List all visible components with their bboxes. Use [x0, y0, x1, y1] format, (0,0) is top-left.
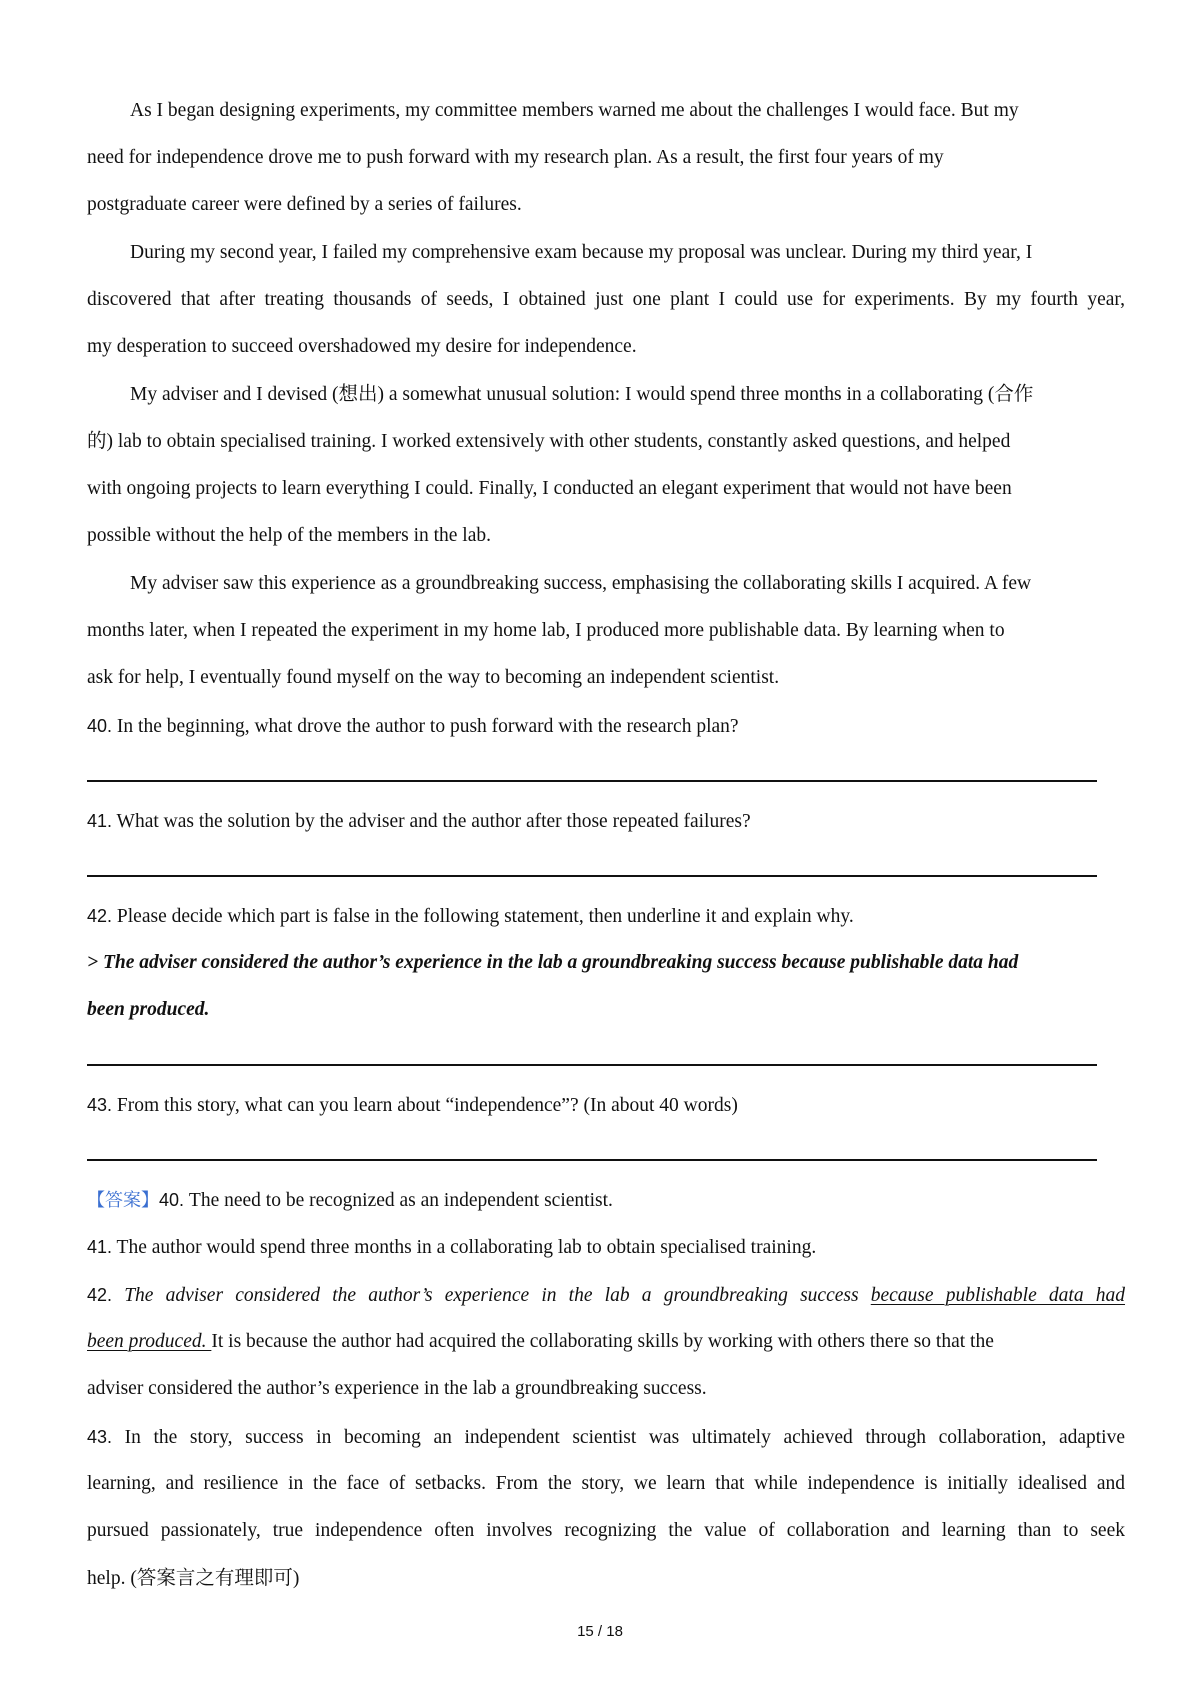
passage-p1-line1: As I began designing experiments, my committee members warned me about the challenges I would face. But my [130, 100, 1019, 121]
answer-number: 40. [159, 1190, 185, 1210]
question-41 [87, 809, 751, 833]
passage-p4-line3: ask for help, I eventually found myself on the way to becoming an independent scientist. [87, 667, 780, 688]
answer-43-line1 [87, 1425, 1125, 1449]
answer-42-explanation: It is because the author had acquired the collaborating skills by working with others there so that the [211, 1331, 994, 1352]
question-number: 43. [87, 1095, 113, 1115]
page-number: 15 / 18 [577, 1623, 623, 1640]
question-number: 41. [87, 811, 113, 831]
question-number: 42. [87, 906, 113, 926]
answer-number: 41. [87, 1237, 113, 1257]
answer-text: The author would spend three months in a collaborating lab to obtain specialised training. [112, 1237, 817, 1258]
answer-42-line1 [87, 1283, 1125, 1307]
passage-p4-line1: My adviser saw this experience as a groundbreaking success, emphasising the collaborating skills I acquired. A few [130, 573, 1032, 594]
passage-p1-line3: postgraduate career were defined by a series of failures. [87, 194, 522, 215]
answer-blank-43[interactable] [87, 1159, 1097, 1161]
question-40 [87, 714, 739, 738]
passage-p2-line2: discovered that after treating thousands of seeds, I obtained just one plant I could use for experiments. By my fourth year, [87, 289, 1125, 310]
question-text: From this story, what can you learn about “independence”? (In about 40 words) [112, 1095, 738, 1116]
passage-p2-line3: my desperation to succeed overshadowed my desire for independence. [87, 336, 637, 357]
question-text: Please decide which part is false in the following statement, then underline it and explain why. [112, 906, 854, 927]
passage-p3-line4: possible without the help of the members in the lab. [87, 525, 492, 546]
answer-blank-42[interactable] [87, 1064, 1097, 1066]
passage-p3-line3: with ongoing projects to learn everything I could. Finally, I conducted an elegant experiment that would not have been [87, 478, 1012, 499]
answer-blank-41[interactable] [87, 875, 1097, 877]
answer-42-line2 [87, 1330, 1125, 1354]
answer-blank-40[interactable] [87, 780, 1097, 782]
answer-number: 43. [87, 1427, 113, 1447]
question-42-statement-line1: > The adviser considered the author’s experience in the lab a groundbreaking success because publishable data had [87, 952, 1019, 973]
passage-p3-line2: 的) lab to obtain specialised training. I worked extensively with other students, constantly asked questions, and helped [87, 431, 1011, 452]
passage-p2-line1: During my second year, I failed my comprehensive exam because my proposal was unclear. During my third year, I [130, 242, 1033, 263]
passage-p4-line2: months later, when I repeated the experiment in my home lab, I produced more publishable data. By learning when to [87, 620, 1005, 641]
question-text: What was the solution by the adviser and the author after those repeated failures? [112, 811, 751, 832]
question-42-statement-line2: been produced. [87, 999, 210, 1020]
answer-42-underlined-part: been produced. [87, 1331, 212, 1352]
answer-tag: 【答案】 [87, 1190, 159, 1211]
answer-43-line2: learning, and resilience in the face of setbacks. From the story, we learn that while independence is initially idealised and [87, 1473, 1125, 1494]
answer-43-line4: help. (答案言之有理即可) [87, 1568, 300, 1589]
answer-43-line3: pursued passionately, true independence often involves recognizing the value of collaboration and learning than to seek [87, 1520, 1125, 1541]
answer-42-line3: adviser considered the author’s experience in the lab a groundbreaking success. [87, 1378, 707, 1399]
question-42 [87, 904, 854, 928]
answer-42-underlined-part: because publishable data had [870, 1285, 1126, 1306]
question-text: In the beginning, what drove the author to push forward with the research plan? [112, 716, 739, 737]
answer-41 [87, 1235, 816, 1259]
question-number: 40. [87, 716, 113, 736]
answer-40 [87, 1188, 613, 1212]
passage-p1-line2: need for independence drove me to push forward with my research plan. As a result, the first four years of my [87, 147, 944, 168]
answer-text: The need to be recognized as an independent scientist. [184, 1190, 613, 1211]
answer-42-italic-statement: The adviser considered the author’s experience in the lab a groundbreaking success [112, 1285, 871, 1306]
passage-p3-line1: My adviser and I devised (想出) a somewhat unusual solution: I would spend three months in a collaborating (合作 [130, 384, 1034, 405]
answer-number: 42. [87, 1285, 113, 1305]
answer-text: In the story, success in becoming an independent scientist was ultimately achieved through collaboration, adaptive [112, 1427, 1125, 1448]
question-43 [87, 1093, 738, 1117]
